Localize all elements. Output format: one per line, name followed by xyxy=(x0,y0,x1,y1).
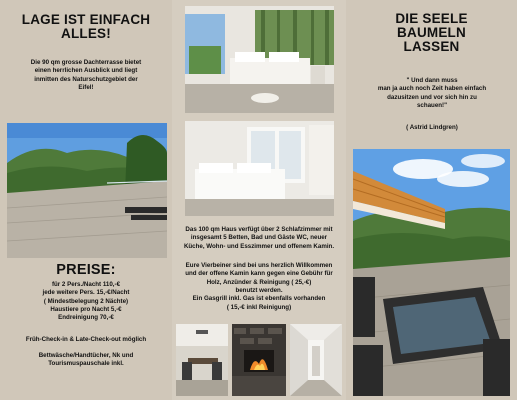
checkin-text: Früh-Check-in & Late-Check-out möglich xyxy=(25,336,147,343)
hallway-photo xyxy=(290,324,342,396)
bedroom-photo-1 xyxy=(185,6,334,113)
terrace-photo xyxy=(7,123,167,258)
left-title: LAGE IST EINFACH ALLES! xyxy=(21,12,151,42)
bedroom-photo-2 xyxy=(185,121,334,216)
terrace-awning-photo xyxy=(353,149,510,396)
left-panel xyxy=(0,0,172,400)
intro-text: Die 90 qm grosse Dachterrasse bietet einen herrlichen Ausblick und liegt inmitten des Naturschutzgebiet der Eifel! xyxy=(30,59,142,92)
right-title: DIE SEELE BAUMELN LASSEN xyxy=(395,11,468,55)
extras-text: Bettwäsche/Handtücher, Nk und Tourismuspauschale inkl. xyxy=(38,352,134,368)
prices-list: für 2 Pers./Nacht 110,-€ jede weitere Pers. 15,-€/Nacht ( Mindestbelegung 2 Nächte) Haustiere pro Nacht 5,-€ Endreinigung 70,-€ xyxy=(42,281,130,322)
dining-room-photo xyxy=(176,324,228,396)
quote-author: ( Astrid Lindgren) xyxy=(406,124,458,131)
right-panel xyxy=(346,0,517,400)
fireplace-photo xyxy=(232,324,286,396)
middle-panel xyxy=(172,0,346,400)
house-description: Das 100 qm Haus verfügt über 2 Schlafzimmer mit insgesamt 5 Betten, Bad und Gäste WC, neuer Küche, Wohn- und Esszimmer und offenem Kamin. xyxy=(183,226,335,250)
pets-and-fireplace-text: Eure Vierbeiner sind bei uns herzlich Willkommen und der offene Kamin kann gegen eine Gebühr für Holz, Anzünder & Reinigung ( 25,-€) benutzt werden. Ein Gasgrill inkl. Gas ist ebenfalls vorhanden ( 15,-€ inkl Reinigung) xyxy=(185,262,333,311)
quote-text: " Und dann muss man ja auch noch Zeit haben einfach dazusitzen und vor sich hin zu schauen!" xyxy=(377,77,487,110)
prices-heading: PREISE: xyxy=(56,262,116,278)
